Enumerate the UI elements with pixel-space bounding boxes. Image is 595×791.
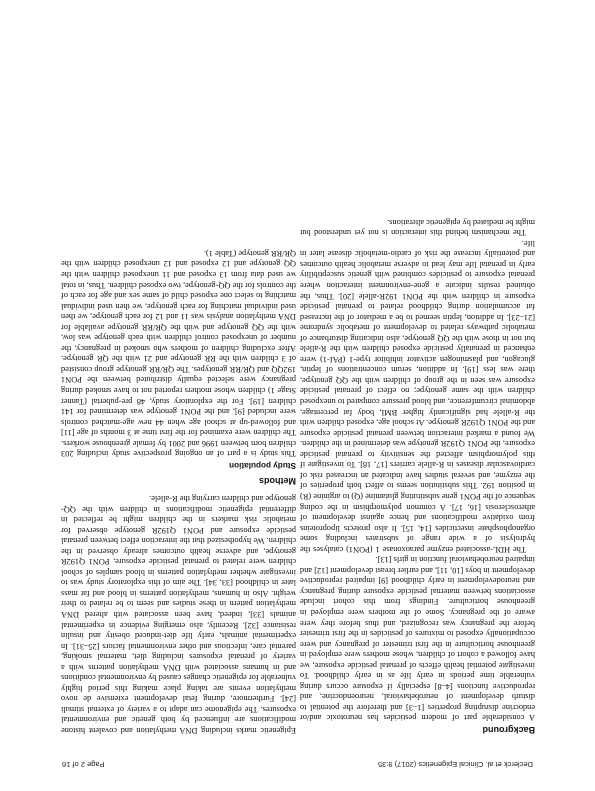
left-column (300, 216, 535, 735)
subsection-heading-study-population: Study population (229, 460, 296, 470)
running-head-page-number: Page 2 of 16 (62, 760, 105, 769)
running-head-citation: Declerck et al. Clinical Epigenetics (2017) 9:35 (377, 760, 533, 769)
right-column (61, 247, 296, 735)
body-paragraph: A considerable part of modern pesticides has neurotoxic and/or endocrine disrupting properties [1–3] and therefore the potential to disturb development of neurobehavioral, neuroendocrine, and reproductive functions [4–8] especially if exposure occurs during vulnerable time periods in early life as in early childhood. To investigate potential health effects of prenatal pesticide exposure, we have followed a cohort of children, whose mothers were employed in greenhouse horticulture in the first trimester of pregnancy and were occupationally exposed to mixtures of pesticides in the first trimester before the pregnancy was recognized, and thus before they were aware of the pregnancy. Some of the mothers were employed in greenhouse horticulture. Findings from this cohort include associations between maternal pesticide exposure during pregnancy and neurodevelopment in early childhood [9] impaired reproductive development in boys [10, 11], and earlier breast development [12] and impaired neurobehavioral function in girls [13]. (300, 555, 535, 723)
body-paragraph: Epigenetic marks including DNA methylation and covalent histone modifications are influenced by both genetic and environmental exposures. The epigenome can adapt to a variety of external stimuli [24]. Furthermore, during fetal development extensive de novo methylation events are taking place making this period highly vulnerable for epigenetic changes caused by environmental conditions and in humans associated with DNA methylation patterns with a variety of prenatal exposures including diet, maternal smoking, parental care, infectious and other environmental factors [25–31]. In experimental animals, early life diet-induced obesity and insulin resistance [32]. Recently, also emerging evidence in experimental animals [33], indeed, have been associated with altered DNA methylation pattern in these studies and seem to be related to their weight. Also in humans, methylation patterns in blood and fat mass later in childhood [33, 34]. The aim of this exploratory study was to investigate whether methylation patterns in blood samples of school children were related to prenatal pesticide exposure, PON1 Q192R genotype, and adverse health outcomes already observed in the children. We hypothesized that the interaction effect between prenatal pesticide exposure and PON1 Q192R genotype observed for metabolic risk markers in the children might be reflected in differential epigenetic modifications in children with the QQ-genotype and children carrying the R-allele. (61, 493, 296, 735)
body-paragraph: The mechanism behind this interaction is not yet understood but might be mediated by epigenetic alterations. (300, 217, 535, 238)
section-heading-background: Background (482, 725, 535, 735)
body-paragraph: This study is a part of an ongoing prospective study including 203 children born between 1996 and 2001 by female greenhouse workers. The children were examined for the first time at 3 months of age [11] and followed-up at school age when 44 new age-matched controls were included [9], and the PON1 genotype was determined for 141 children [19]. For the exploratory study, 48 pre-pubertal (Tanner Stage 1) children whose mothers reported not to have smoked during pregnancy were selected equally distributed between the PON1 192QQ and QR/RR genotypes. The QR/RR genotype group consisted of 3 children with the RR genotype and 21 with the QR genotype. After excluding children of mothers who smoked in pregnancy, the number of unexposed control children with each genotype was low, with the QQ genotype and with the QR/RR genotype available for DNA methylation analysis was 11 and 12 for each genotype, we then used individual matching for each genotype, we then used individual matching to select one exposed child of same sex and age for each of the controls for the QQ-genotype, two exposed children. Thus, in total we used data from 13 exposed and 11 unexposed children with the QQ genotype and 12 exposed and 12 unexposed children with the QR/RR genotype (Table 1). (61, 248, 296, 459)
section-heading-methods: Methods (259, 476, 296, 487)
body-paragraph: The HDL-associated enzyme paraoxonase 1 (PON1) catalyses the hydrolysis of a wide range of substrates including some organophosphate insecticides [14, 15]. It also protects lipoproteins from oxidative modifications and hence against development of atherosclerosis [16, 17]. A common polymorphism in the coding sequence of the PON1 gene substituting glutamine (Q) to arginine (R) in position 192. This substitution seems to affect both properties of the enzyme, and several studies have indicated an increased risk of cardiovascular diseases in R-allele carriers [17, 18]. To investigate if this polymorphism affected the sensitivity to prenatal pesticide exposure, the PON1 Q192R genotype was determined in the children. We found a marked interaction between prenatal pesticide exposure and the PON1 Q192R genotype. At school age, exposed children with the R-allele had significantly higher BMI, body fat percentage, abdominal circumference, and blood pressure compared to unexposed children with the same genotype; no effect of prenatal pesticide exposure was seen in the group of children with the QQ genotype, there was less [19]. In addition, serum concentrations of leptin, glucagon, and plasminogen activator inhibitor type-1 (PAI-1) were enhanced in prenatally pesticide exposed children with the R-allele but not in those with the QQ genotype, also indicating disturbance of metabolic pathways related to development of metabolic syndrome [21–23]. In addition, leptin seemed to be a mediator of the increased fat accumulation during childhood related to prenatal pesticide exposure in children with the PON1 192R-allele [20]. Thus, the obtained results indicate a gene-environment interaction where prenatal exposure to pesticides combined with genetic susceptibility early in prenatal life may lead to adverse metabolic health outcomes and potentially increase the risk of cardio-metabolic disease later in life. (300, 238, 535, 554)
